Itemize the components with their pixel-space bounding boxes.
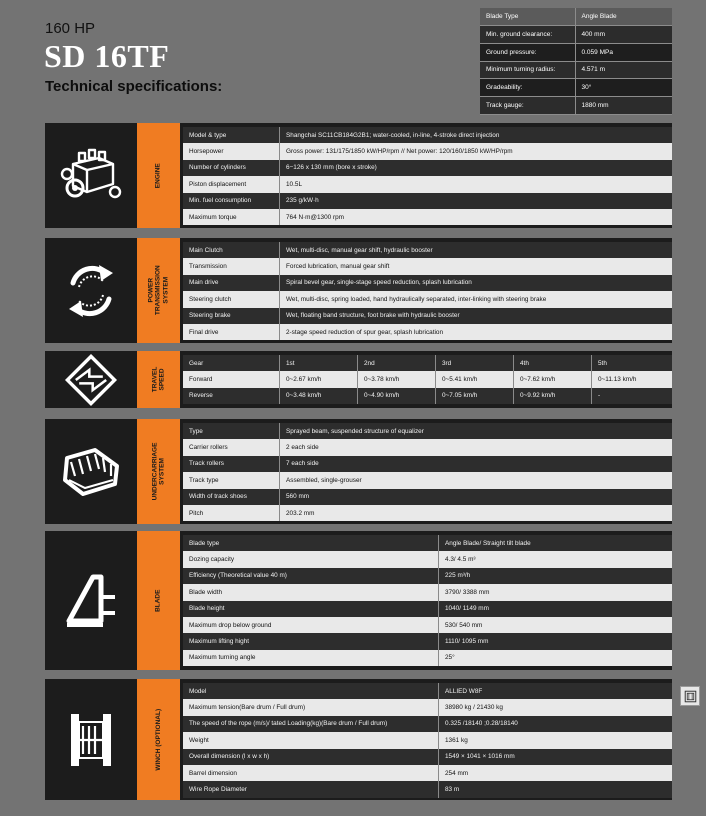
summary-key: Blade Type <box>480 8 575 26</box>
image-tool-icon[interactable] <box>680 686 700 706</box>
spec-key: Piston displacement <box>183 176 280 192</box>
summary-row <box>480 8 672 26</box>
spec-value: Sprayed beam, suspended structure of equalizer <box>286 427 424 435</box>
speed-value: - <box>598 392 601 400</box>
spec-subtitle: Technical specifications: <box>45 78 223 95</box>
engine-section <box>45 123 672 228</box>
winch-label: WINCH (OPTIONAL) <box>137 679 180 800</box>
spec-key: Blade height <box>183 601 439 617</box>
spec-value: Forced lubrication, manual gear shift <box>286 263 390 271</box>
table-row <box>183 456 672 472</box>
table-row <box>183 699 672 715</box>
horsepower-heading: 160 HP <box>45 20 96 37</box>
table-row <box>183 765 672 781</box>
table-row <box>183 439 672 455</box>
summary-key: Ground pressure: <box>480 43 575 61</box>
spec-key: Maximum drop below ground <box>183 617 439 633</box>
undercarriage-table <box>183 423 672 521</box>
summary-value: 4.571 m <box>575 61 672 79</box>
summary-value: 30° <box>575 79 672 97</box>
summary-row <box>480 96 672 114</box>
spec-key: Maximum tension(Bare drum / Full drum) <box>183 699 439 715</box>
spec-value: 254 mm <box>445 769 469 777</box>
table-row <box>183 584 672 600</box>
spec-value: 1110/ 1095 mm <box>445 638 489 646</box>
summary-key: Track gauge: <box>480 96 575 114</box>
spec-value: Angle Blade/ Straight tilt blade <box>445 539 531 547</box>
table-row <box>183 423 672 439</box>
spec-value: 2-stage speed reduction of spur gear, splash lubrication <box>286 328 444 336</box>
summary-value: 400 mm <box>575 26 672 44</box>
gear-header: 4th <box>514 355 592 371</box>
travel-speed-table <box>183 355 672 404</box>
blade-icon <box>45 531 137 670</box>
transmission-table <box>183 242 672 340</box>
spec-value: 1361 kg <box>445 736 468 744</box>
spec-key: The speed of the rope (m/s)/ tated Loading(kg)(Bare drum / Full drum) <box>183 716 439 732</box>
transmission-label: POWER TRANSMISSION SYSTEM <box>137 238 180 343</box>
table-row <box>183 355 672 371</box>
spec-value: Wet, multi-disc, manual gear shift, hydraulic booster <box>286 246 433 254</box>
table-row <box>183 650 672 666</box>
summary-value: Angle Blade <box>575 8 672 26</box>
blade-table <box>183 535 672 666</box>
undercarriage-section <box>45 419 672 524</box>
spec-value: 560 mm <box>286 493 310 501</box>
spec-value: 530/ 540 mm <box>445 621 483 629</box>
spec-key: Barrel dimension <box>183 765 439 781</box>
spec-value: Spiral bevel gear, single-stage speed reduction, splash lubrication <box>286 279 472 287</box>
winch-icon <box>45 679 137 800</box>
summary-key: Gradeability: <box>480 79 575 97</box>
table-row <box>183 732 672 748</box>
table-row <box>183 176 672 192</box>
table-row <box>183 683 672 699</box>
spec-key: Gear <box>183 355 280 371</box>
undercarriage-label: UNDERCARRIAGE SYSTEM <box>137 419 180 524</box>
spec-key: Track rollers <box>183 456 280 472</box>
spec-value: Assembled, single-grouser <box>286 476 362 484</box>
table-row <box>183 505 672 521</box>
summary-row <box>480 43 672 61</box>
spec-key: Wire Rope Diameter <box>183 781 439 797</box>
spec-key: Reverse <box>183 388 280 404</box>
spec-key: Track type <box>183 472 280 488</box>
spec-value: 2 each side <box>286 444 319 452</box>
gear-header: 5th <box>598 359 607 367</box>
summary-value: 0.059 MPa <box>575 43 672 61</box>
spec-key: Final drive <box>183 324 280 340</box>
spec-key: Model <box>183 683 439 699</box>
spec-value: Wet, floating band structure, foot brake with hydraulic booster <box>286 312 460 320</box>
spec-value: 6−126 x 130 mm (bore x stroke) <box>286 164 377 172</box>
transmission-icon <box>45 238 137 343</box>
table-row <box>183 324 672 340</box>
spec-key: Dozing capacity <box>183 551 439 567</box>
spec-key: Maximum torque <box>183 209 280 225</box>
summary-row <box>480 79 672 97</box>
spec-key: Number of cylinders <box>183 160 280 176</box>
table-row <box>183 781 672 797</box>
table-row <box>183 601 672 617</box>
spec-key: Min. fuel consumption <box>183 193 280 209</box>
spec-key: Type <box>183 423 280 439</box>
spec-key: Blade width <box>183 584 439 600</box>
summary-row <box>480 26 672 44</box>
spec-value: 25° <box>445 654 455 662</box>
spec-value: 1040/ 1149 mm <box>445 605 489 613</box>
blade-section <box>45 531 672 670</box>
speed-value: 0~3.78 km/h <box>358 371 436 387</box>
engine-label: ENGINE <box>137 123 180 228</box>
table-row <box>183 472 672 488</box>
table-row <box>183 617 672 633</box>
table-row <box>183 209 672 225</box>
table-row <box>183 193 672 209</box>
spec-value: Shangchai SC11CB184G2B1; water-cooled, in-line, 4-stroke direct injection <box>286 131 500 139</box>
summary-key: Minimum turning radius: <box>480 61 575 79</box>
summary-value: 1880 mm <box>575 96 672 114</box>
speed-value: 0~5.41 km/h <box>436 371 514 387</box>
spec-value: 4.3/ 4.5 m³ <box>445 556 476 564</box>
spec-value: Gross power: 131/175/1850 kW/HP/rpm // Net power: 120/160/1850 kW/HP/rpm <box>286 148 513 156</box>
spec-key: Main Clutch <box>183 242 280 258</box>
spec-key: Main drive <box>183 275 280 291</box>
spec-value: 0.325 /18140 ;0.28/18140 <box>445 720 518 728</box>
spec-key: Overall dimension (l x w x h) <box>183 749 439 765</box>
spec-value: 38980 kg / 21430 kg <box>445 704 503 712</box>
gear-header: 3rd <box>436 355 514 371</box>
travel-speed-section <box>45 351 672 408</box>
table-row <box>183 551 672 567</box>
spec-key: Width of track shoes <box>183 489 280 505</box>
spec-key: Steering brake <box>183 308 280 324</box>
table-row <box>183 388 672 404</box>
spec-value: 203.2 mm <box>286 509 315 517</box>
spec-value: 10.5L <box>286 180 302 188</box>
spec-value: 764 N·m@1300 rpm <box>286 213 344 221</box>
speed-value: 0~4.90 km/h <box>358 388 436 404</box>
gear-header: 1st <box>280 355 358 371</box>
table-row <box>183 160 672 176</box>
spec-value: 235 g/kW·h <box>286 197 319 205</box>
spec-value: 225 m³/h <box>445 572 471 580</box>
track-icon <box>45 419 137 524</box>
speed-value: 0~2.67 km/h <box>280 371 358 387</box>
travel-speed-label: TRAVEL SPEED <box>137 351 180 408</box>
table-row <box>183 291 672 307</box>
engine-icon <box>45 123 137 228</box>
gear-header: 2nd <box>358 355 436 371</box>
spec-key: Blade type <box>183 535 439 551</box>
speed-value: 0~7.05 km/h <box>436 388 514 404</box>
spec-value: Wet, multi-disc, spring loaded, hand hydraulically separated, inter-linking with steering brake <box>286 295 547 303</box>
speed-icon <box>45 351 137 408</box>
table-row <box>183 308 672 324</box>
winch-table <box>183 683 672 798</box>
table-row <box>183 242 672 258</box>
spec-key: Weight <box>183 732 439 748</box>
spec-key: Maximum turning angle <box>183 650 439 666</box>
transmission-section <box>45 238 672 343</box>
table-row <box>183 143 672 159</box>
spec-key: Pitch <box>183 505 280 521</box>
engine-table <box>183 127 672 225</box>
speed-value: 0~9.92 km/h <box>514 388 592 404</box>
summary-key: Min. ground clearance: <box>480 26 575 44</box>
spec-value: 7 each side <box>286 460 319 468</box>
spec-key: Forward <box>183 371 280 387</box>
table-row <box>183 371 672 387</box>
table-row <box>183 633 672 649</box>
table-row <box>183 749 672 765</box>
table-row <box>183 716 672 732</box>
spec-value: 3790/ 3388 mm <box>445 588 490 596</box>
table-row <box>183 489 672 505</box>
table-row <box>183 127 672 143</box>
spec-key: Maximum lifting hight <box>183 633 439 649</box>
table-row <box>183 568 672 584</box>
spec-key: Horsepower <box>183 143 280 159</box>
spec-value: 1549 × 1041 × 1016 mm <box>445 753 515 761</box>
table-row <box>183 535 672 551</box>
summary-table <box>480 8 672 115</box>
model-title: SD 16TF <box>44 38 170 74</box>
speed-value: 0~3.48 km/h <box>280 388 358 404</box>
spec-key: Efficiency (Theoretical value 40 m) <box>183 568 439 584</box>
table-row <box>183 275 672 291</box>
speed-value: 0~7.62 km/h <box>514 371 592 387</box>
blade-label: BLADE <box>137 531 180 670</box>
winch-section <box>45 679 672 800</box>
spec-key: Steering clutch <box>183 291 280 307</box>
spec-key: Carrier rollers <box>183 439 280 455</box>
spec-key: Model & type <box>183 127 280 143</box>
speed-value: 0~11.13 km/h <box>598 376 637 384</box>
spec-value: 83 m <box>445 786 460 794</box>
spec-value: ALLIED W8F <box>445 687 483 695</box>
summary-row <box>480 61 672 79</box>
spec-key: Transmission <box>183 258 280 274</box>
table-row <box>183 258 672 274</box>
